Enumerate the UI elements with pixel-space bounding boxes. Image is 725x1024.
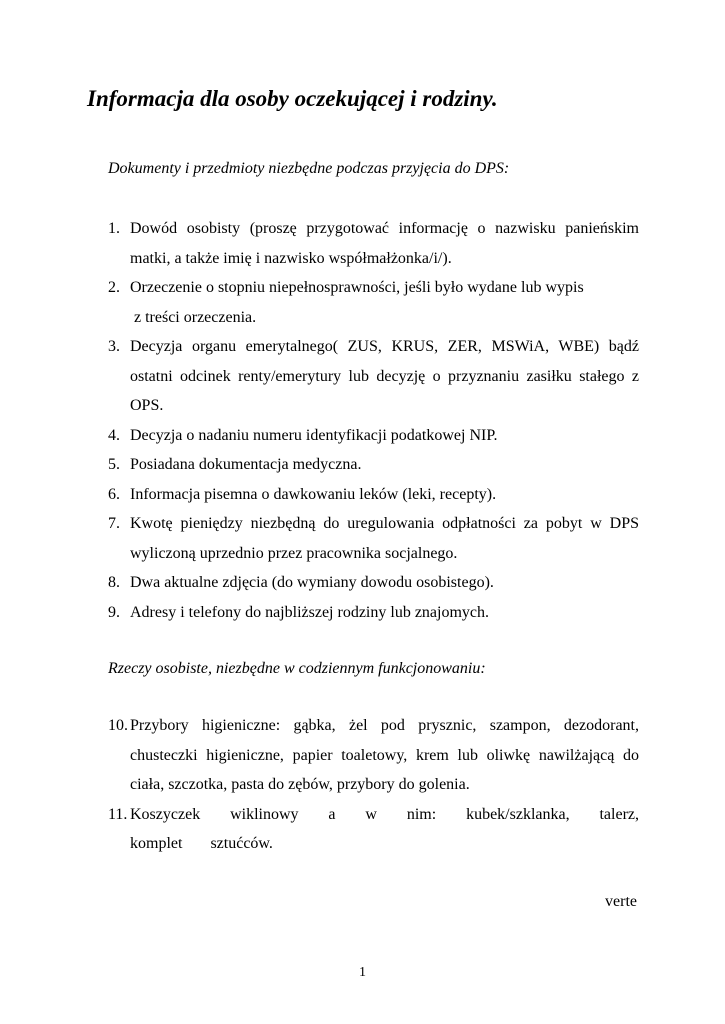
list-item: 2. Orzeczenie o stopniu niepełnosprawności, jeśli było wydane lub wypis z treści orzeczenia. [108, 279, 584, 326]
list-item: 10. Przybory higieniczne: gąbka, żel pod prysznic, szampon, dezodorant, chusteczki higieniczne, papier toaletowy, krem lub oliwkę nawilżającą do ciała, szczotka, pasta do zębów, przybory do golenia. [108, 717, 639, 793]
list-item: 8. Dwa aktualne zdjęcia (do wymiany dowodu osobistego). [108, 574, 494, 591]
list-item: 7. Kwotę pieniędzy niezbędną do uregulowania odpłatności za pobyt w DPS wyliczoną uprzednio przez pracownika socjalnego. [108, 515, 639, 562]
personal-items-list [108, 711, 639, 859]
list-item: 9. Adresy i telefony do najbliższej rodziny lub znajomych. [108, 603, 490, 621]
list-item: 11. Koszyczek wiklinowy a w nim: kubek/szklanka, talerz, komplet sztućców. [108, 805, 639, 852]
list-item: 5. Posiadana dokumentacja medyczna. [108, 456, 362, 473]
documents-list [108, 214, 639, 627]
document-title: Informacja dla osoby oczekującej i rodziny. [87, 86, 498, 111]
list-item: 6. Informacja pisemna o dawkowaniu leków (leki, recepty). [108, 485, 497, 503]
page-number: 1 [359, 965, 366, 980]
verte-note: verte [605, 893, 637, 910]
list-item: 1. Dowód osobisty (proszę przygotować informację o nazwisku panieńskim matki, a także imię i nazwisko współmałżonka/i/). [108, 220, 639, 267]
section-heading-personal-items: Rzeczy osobiste, niezbędne w codziennym funkcjonowaniu: [108, 660, 486, 677]
list-item: 4. Decyzja o nadaniu numeru identyfikacji podatkowej NIP. [108, 426, 498, 444]
list-item: 3. Decyzja organu emerytalnego( ZUS, KRUS, ZER, MSWiA, WBE) bądź ostatni odcinek renty/emerytury lub decyzję o przyznaniu zasiłku stałego z OPS. [108, 338, 639, 414]
section-heading-documents: Dokumenty i przedmioty niezbędne podczas przyjęcia do DPS: [108, 160, 510, 177]
